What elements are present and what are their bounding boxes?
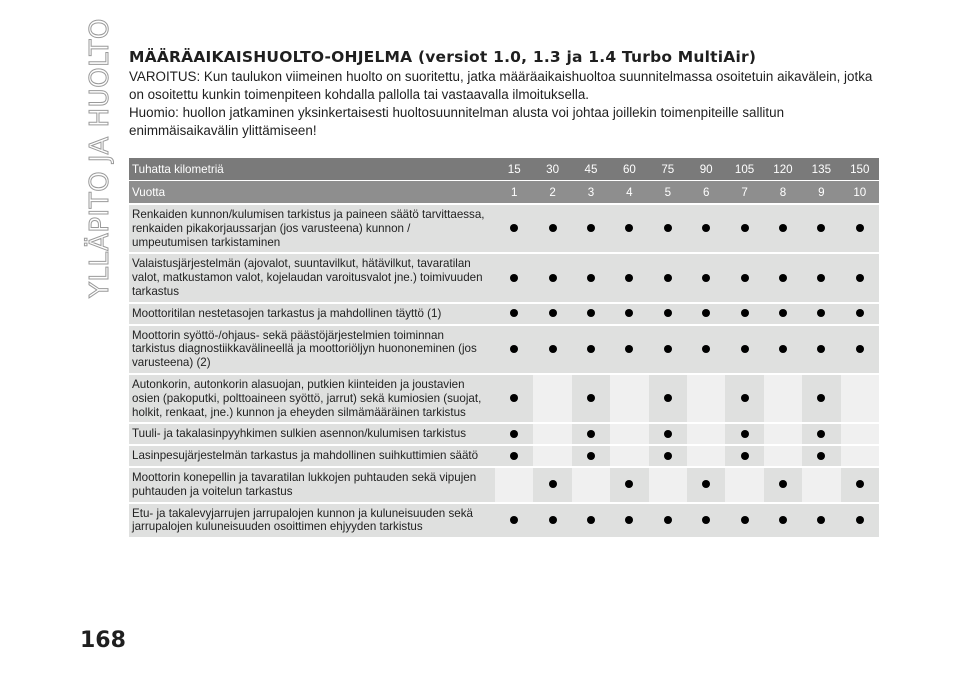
interval-cell [572,252,610,301]
service-dot-icon [779,309,787,317]
interval-cell [725,466,763,502]
interval-cell [533,502,571,538]
note-text: Huomio: huollon jatkaminen yksinkertaisesti huoltosuunnitelman alusta voi johtaa joillekin toimenpiteille sallitun enimmäisaikavälin ylittämiseen! [129,105,785,138]
table-row [129,466,879,502]
interval-cell [610,324,648,373]
interval-cell [572,373,610,422]
service-dot-icon [817,452,825,460]
interval-cell [495,324,533,373]
header-km-value: 75 [649,158,687,181]
interval-cell [841,422,879,444]
interval-cell [610,422,648,444]
header-km-value: 60 [610,158,648,181]
service-dot-icon [625,516,633,524]
interval-cell [725,302,763,324]
interval-cell [764,422,802,444]
task-description: Etu- ja takalevyjarrujen jarrupalojen kunnon ja kuluneisuuden sekä jarrupalojen kuluneisuuden osoittimen ehjyyden tarkistus [129,502,495,538]
service-dot-icon [856,345,864,353]
service-dot-icon [664,345,672,353]
service-dot-icon [741,452,749,460]
task-description: Moottoritilan nestetasojen tarkastus ja mahdollinen täyttö (1) [129,302,495,324]
interval-cell [725,324,763,373]
interval-cell [841,324,879,373]
service-dot-icon [587,274,595,282]
service-dot-icon [664,309,672,317]
task-description: Renkaiden kunnon/kulumisen tarkistus ja paineen säätö tarvittaessa, renkaiden pikakorjaussarjan (jos varusteena) kunnon / umpeutumisen tarkistaminen [129,203,495,252]
interval-cell [649,422,687,444]
interval-cell [649,203,687,252]
interval-cell [495,422,533,444]
header-year-value: 6 [687,181,725,203]
service-dot-icon [510,224,518,232]
interval-cell [687,252,725,301]
service-dot-icon [587,224,595,232]
service-dot-icon [587,452,595,460]
service-dot-icon [625,224,633,232]
service-dot-icon [510,345,518,353]
interval-cell [764,466,802,502]
interval-cell [572,466,610,502]
service-dot-icon [510,430,518,438]
interval-cell [649,324,687,373]
interval-cell [802,252,840,301]
header-km-value: 90 [687,158,725,181]
interval-cell [649,302,687,324]
service-dot-icon [587,430,595,438]
service-dot-icon [587,345,595,353]
service-dot-icon [664,452,672,460]
interval-cell [725,444,763,466]
section-side-label [80,18,120,298]
service-dot-icon [817,309,825,317]
interval-cell [687,302,725,324]
interval-cell [572,324,610,373]
interval-cell [764,203,802,252]
header-km-value: 120 [764,158,802,181]
interval-cell [572,422,610,444]
table-row [129,324,879,373]
task-description: Lasinpesujärjestelmän tarkastus ja mahdollinen suihkuttimien säätö [129,444,495,466]
interval-cell [841,444,879,466]
service-dot-icon [779,224,787,232]
interval-cell [764,302,802,324]
header-year-value: 7 [725,181,763,203]
interval-cell [533,422,571,444]
service-dot-icon [779,345,787,353]
service-dot-icon [702,345,710,353]
service-dot-icon [587,394,595,402]
interval-cell [610,252,648,301]
warning-text: VAROITUS: Kun taulukon viimeinen huolto on suoritettu, jatka määräaikaishuoltoa suunnitelmassa osoitetuin aikavälein, jotka on osoitettu kunkin toimenpiteen kohdalla pallolla tai vastaavalla ilmoituksella. [129,69,873,102]
header-row-years [129,181,879,203]
interval-cell [495,252,533,301]
service-dot-icon [856,274,864,282]
interval-cell [841,373,879,422]
interval-cell [687,502,725,538]
interval-cell [687,466,725,502]
table-row [129,444,879,466]
interval-cell [649,466,687,502]
interval-cell [764,373,802,422]
schedule-body [129,203,879,537]
service-dot-icon [549,274,557,282]
interval-cell [572,302,610,324]
interval-cell [495,444,533,466]
service-dot-icon [587,516,595,524]
service-dot-icon [702,309,710,317]
service-dot-icon [741,394,749,402]
interval-cell [802,373,840,422]
interval-cell [802,203,840,252]
interval-cell [802,466,840,502]
interval-cell [572,203,610,252]
task-description: Moottorin syöttö-/ohjaus- sekä päästöjärjestelmien toiminnan tarkistus diagnostiikkavälineellä ja moottoriöljyn huononeminen (jos varusteena) (2) [129,324,495,373]
service-dot-icon [625,274,633,282]
interval-cell [495,502,533,538]
service-dot-icon [817,516,825,524]
service-dot-icon [856,480,864,488]
service-dot-icon [510,394,518,402]
service-dot-icon [817,274,825,282]
interval-cell [533,252,571,301]
interval-cell [649,502,687,538]
service-dot-icon [664,274,672,282]
interval-cell [725,502,763,538]
interval-cell [649,373,687,422]
interval-cell [802,302,840,324]
header-row-kilometers [129,158,879,181]
interval-cell [764,252,802,301]
header-km-value: 15 [495,158,533,181]
service-dot-icon [664,516,672,524]
header-year-value: 5 [649,181,687,203]
header-years-label: Vuotta [129,181,495,203]
interval-cell [764,502,802,538]
service-dot-icon [817,224,825,232]
service-dot-icon [856,309,864,317]
header-year-value: 3 [572,181,610,203]
interval-cell [725,252,763,301]
interval-cell [687,444,725,466]
service-dot-icon [549,345,557,353]
service-dot-icon [549,480,557,488]
service-dot-icon [741,516,749,524]
service-dot-icon [625,480,633,488]
header-km-value: 150 [841,158,879,181]
service-dot-icon [664,394,672,402]
interval-cell [802,444,840,466]
interval-cell [495,302,533,324]
interval-cell [687,203,725,252]
interval-cell [610,444,648,466]
service-dot-icon [741,309,749,317]
section-side-label-text: YLLÄPITO JA HUOLTO [85,18,115,298]
service-dot-icon [510,309,518,317]
service-dot-icon [625,345,633,353]
interval-cell [533,466,571,502]
header-km-value: 105 [725,158,763,181]
interval-cell [764,324,802,373]
service-dot-icon [856,224,864,232]
table-row [129,302,879,324]
table-row [129,203,879,252]
service-dot-icon [510,516,518,524]
service-dot-icon [664,430,672,438]
service-dot-icon [779,516,787,524]
service-dot-icon [741,430,749,438]
interval-cell [495,203,533,252]
interval-cell [802,502,840,538]
service-dot-icon [741,345,749,353]
table-row [129,422,879,444]
interval-cell [572,444,610,466]
interval-cell [533,203,571,252]
interval-cell [649,444,687,466]
task-description: Autonkorin, autonkorin alasuojan, putkien kiinteiden ja joustavien osien (pakoputki, polttoaineen syöttö, jarrut) sekä kumiosien (suojat, holkit, renkaat, jne.) kunnon ja eheyden silmämääräinen tarkistus [129,373,495,422]
service-dot-icon [549,516,557,524]
service-dot-icon [817,394,825,402]
service-dot-icon [702,480,710,488]
interval-cell [610,302,648,324]
header-year-value: 2 [533,181,571,203]
interval-cell [725,422,763,444]
service-dot-icon [779,480,787,488]
service-dot-icon [779,274,787,282]
task-description: Moottorin konepellin ja tavaratilan lukkojen puhtauden sekä vipujen puhtauden ja voitelun tarkastus [129,466,495,502]
header-km-value: 135 [802,158,840,181]
interval-cell [610,502,648,538]
interval-cell [533,302,571,324]
header-year-value: 9 [802,181,840,203]
service-dot-icon [510,452,518,460]
service-dot-icon [741,274,749,282]
service-dot-icon [702,224,710,232]
task-description: Valaistusjärjestelmän (ajovalot, suuntavilkut, hätävilkut, tavaratilan valot, matkustamon valot, kojelaudan varoitusvalot jne.) toimivuuden tarkastus [129,252,495,301]
header-year-value: 1 [495,181,533,203]
interval-cell [495,373,533,422]
interval-cell [572,502,610,538]
main-content [129,46,879,140]
service-dot-icon [549,309,557,317]
header-year-value: 8 [764,181,802,203]
service-dot-icon [817,430,825,438]
header-year-value: 10 [841,181,879,203]
interval-cell [649,252,687,301]
service-dot-icon [856,516,864,524]
interval-cell [495,466,533,502]
service-dot-icon [702,274,710,282]
page-title: MÄÄRÄAIKAISHUOLTO-OHJELMA (versiot 1.0, 1.3 ja 1.4 Turbo MultiAir) [129,48,757,66]
interval-cell [687,422,725,444]
interval-cell [802,422,840,444]
interval-cell [802,324,840,373]
service-dot-icon [817,345,825,353]
interval-cell [533,373,571,422]
header-km-value: 30 [533,158,571,181]
interval-cell [533,444,571,466]
interval-cell [610,203,648,252]
table-row [129,373,879,422]
interval-cell [764,444,802,466]
task-description: Tuuli- ja takalasinpyyhkimen sulkien asennon/kulumisen tarkistus [129,422,495,444]
interval-cell [610,466,648,502]
service-dot-icon [702,516,710,524]
interval-cell [533,324,571,373]
interval-cell [841,502,879,538]
interval-cell [725,373,763,422]
service-dot-icon [587,309,595,317]
interval-cell [841,302,879,324]
table-row [129,502,879,538]
service-dot-icon [549,224,557,232]
header-kilometers-label: Tuhatta kilometriä [129,158,495,181]
interval-cell [841,252,879,301]
interval-cell [610,373,648,422]
interval-cell [841,466,879,502]
service-dot-icon [664,224,672,232]
service-dot-icon [625,309,633,317]
service-dot-icon [510,274,518,282]
page-number: 168 [80,628,126,653]
interval-cell [687,324,725,373]
interval-cell [687,373,725,422]
table-row [129,252,879,301]
header-km-value: 45 [572,158,610,181]
header-year-value: 4 [610,181,648,203]
maintenance-schedule-table [129,158,879,537]
interval-cell [841,203,879,252]
service-dot-icon [741,224,749,232]
interval-cell [725,203,763,252]
